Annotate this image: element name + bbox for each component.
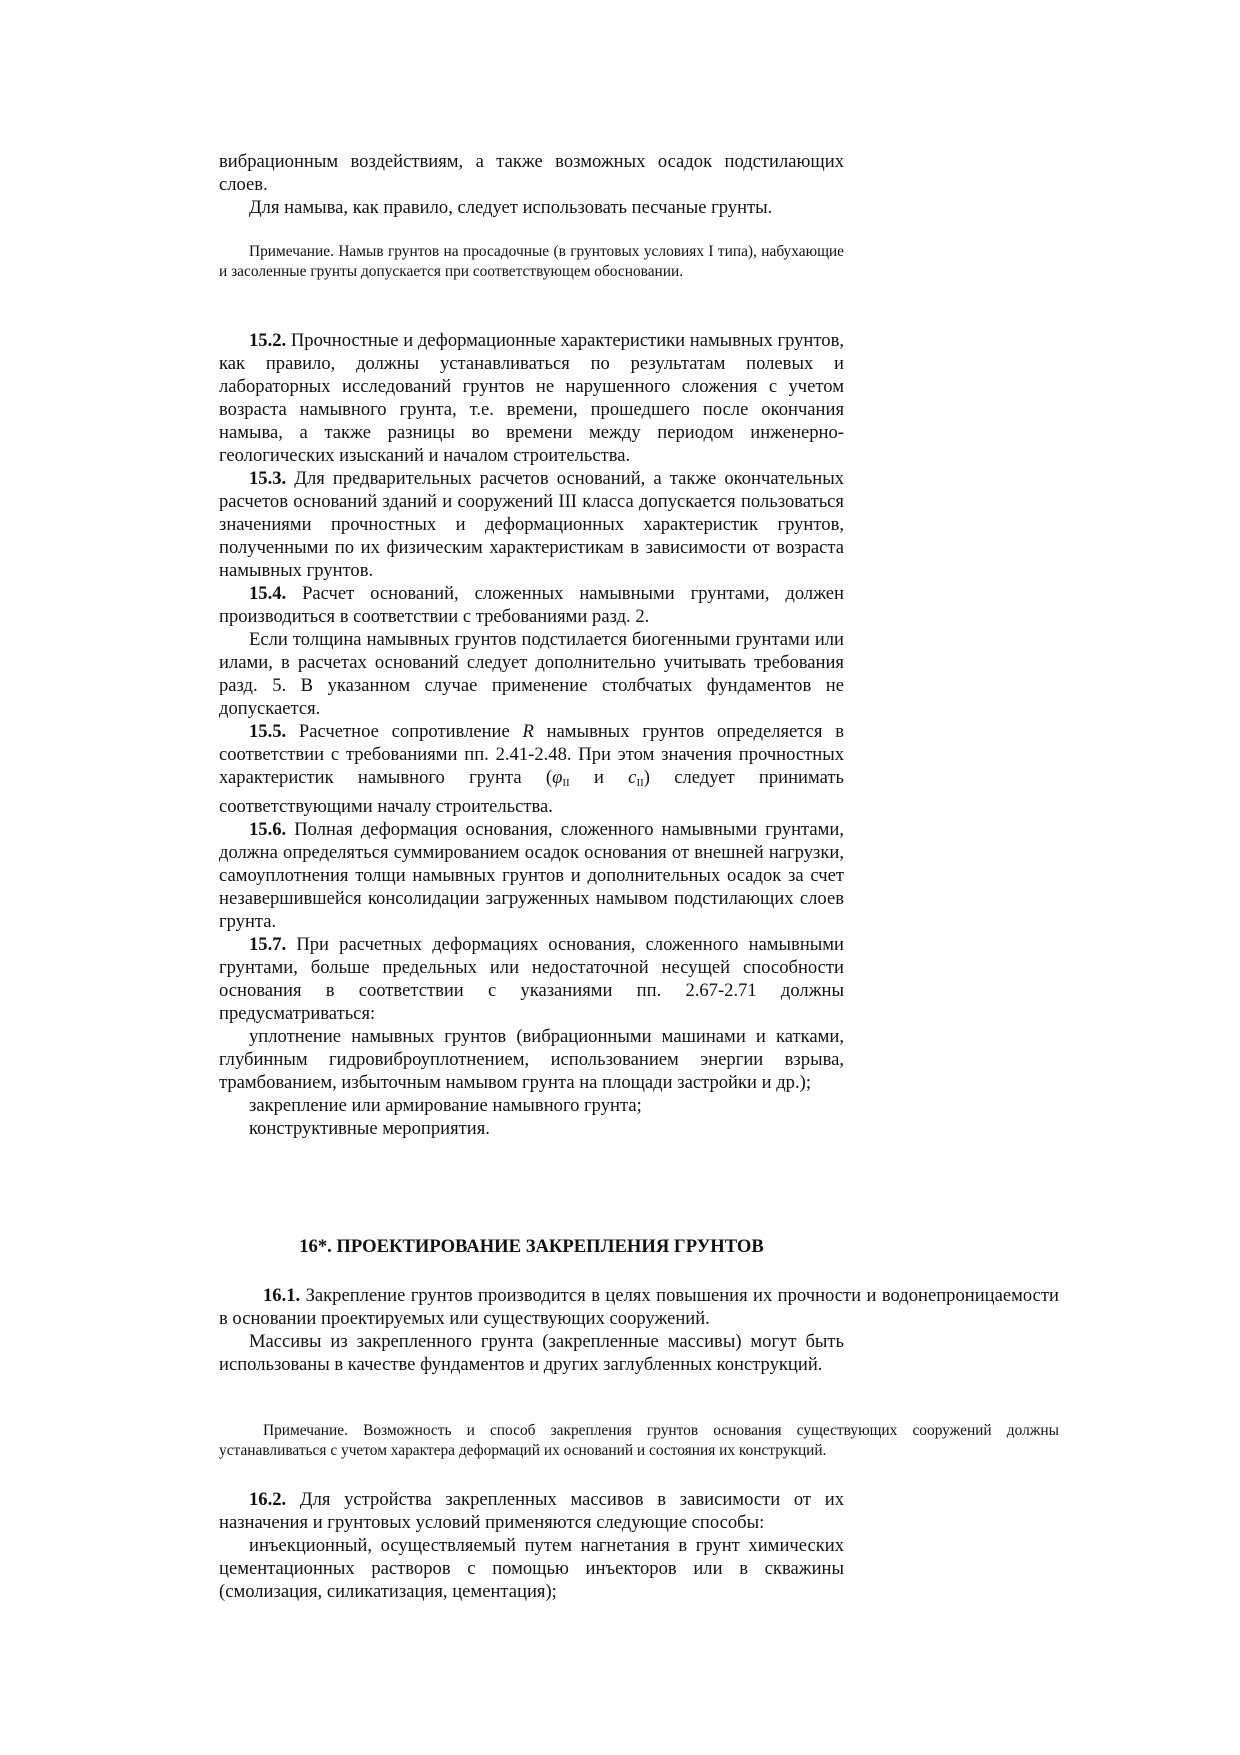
paragraph-16-1 — [219, 1284, 1059, 1330]
text-15-5-a: Расчетное сопротивление — [286, 721, 523, 742]
paragraph-16-2-injection: инъекционный, осуществляемый путем нагнетания в грунт химических цементационных растворов с помощью инъекторов или в скважины (смолизация, силикатизация, цементация); — [219, 1535, 844, 1602]
section-number-15-7: 15.7. — [249, 934, 287, 955]
text-15-6: Полная деформация основания, сложенного намывными грунтами, должна определяться суммированием осадок основания от внешней нагрузки, самоуплотнения толщи намывных грунтов и дополнительных осадок за счет незавершившейся консолидации загруженных намывом подстилающих слоев грунта. — [219, 819, 844, 932]
list-item-fixing: закрепление или армирование намывного грунта; — [249, 1095, 642, 1116]
paragraph-15-4 — [219, 582, 844, 628]
section-number-15-4: 15.4. — [249, 583, 287, 604]
text-block-top — [219, 150, 844, 219]
text-16-1: Закрепление грунтов производится в целях повышения их прочности и водонепроницаемости в основании проектируемых или существующих сооружений. — [219, 1285, 1059, 1329]
section-15-block — [219, 329, 844, 1140]
symbol-r: R — [522, 721, 534, 742]
section-16-1-cont-block — [219, 1330, 844, 1376]
section-number-16-2: 16.2. — [249, 1489, 287, 1510]
section-number-15-6: 15.6. — [249, 819, 287, 840]
list-item-design: конструктивные мероприятия. — [249, 1118, 490, 1139]
section-number-15-2: 15.2. — [249, 330, 287, 351]
subscript-phi: II — [562, 777, 570, 789]
paragraph-16-2 — [219, 1488, 844, 1534]
section-16-1-block — [219, 1284, 1059, 1330]
paragraph-15-6 — [219, 818, 844, 933]
text-15-5-and: и — [569, 767, 629, 788]
subscript-c: II — [636, 777, 644, 789]
paragraph-15-3 — [219, 467, 844, 582]
section-number-16-1: 16.1. — [263, 1285, 301, 1306]
paragraph-15-5 — [219, 720, 844, 818]
section-heading-16: 16*. ПРОЕКТИРОВАНИЕ ЗАКРЕПЛЕНИЯ ГРУНТОВ — [299, 1236, 764, 1257]
section-number-15-5: 15.5. — [249, 721, 287, 742]
paragraph-15-2 — [219, 329, 844, 467]
symbol-c: c — [628, 767, 637, 788]
paragraph-continuation: вибрационным воздействиям, а также возможных осадок подстилающих слоев. — [219, 151, 844, 195]
paragraph-15-7 — [219, 933, 844, 1025]
text-16-2: Для устройства закрепленных массивов в зависимости от их назначения и грунтовых условий применяются следующие способы: — [219, 1489, 844, 1533]
note-1: Примечание. Намыв грунтов на просадочные (в грунтовых условиях I типа), набухающие и засоленные грунты допускается при соответствующем обосновании. — [219, 243, 844, 280]
paragraph-16-1-massifs: Массивы из закрепленного грунта (закрепленные массивы) могут быть использованы в качестве фундаментов и других заглубленных конструкций. — [219, 1331, 844, 1375]
section-number-15-3: 15.3. — [249, 468, 287, 489]
list-item-compaction: уплотнение намывных грунтов (вибрационными машинами и катками, глубинным гидровиброуплотнением, использованием энергии взрыва, трамбованием, избыточным намывом грунта на площади застройки и др.); — [219, 1026, 844, 1093]
text-15-7: При расчетных деформациях основания, сложенного намывными грунтами, больше предельных или недостаточной несущей способности основания в соответствии с указаниями пп. 2.67-2.71 должны предусматриваться: — [219, 934, 844, 1024]
text-15-3: Для предварительных расчетов оснований, а также окончательных расчетов оснований зданий и сооружений III класса допускается пользоваться значениями прочностных и деформационных характеристик грунтов, полученными по их физическим характеристикам в зависимости от возраста намывных грунтов. — [219, 468, 844, 581]
paragraph-sand: Для намыва, как правило, следует использовать песчаные грунты. — [249, 197, 773, 218]
note-block-2 — [219, 1421, 1059, 1461]
text-15-5-c: ) следует принимать соответствующими началу строительства. — [219, 767, 845, 817]
section-16-2-block — [219, 1488, 844, 1603]
text-15-5-b: намывных грунтов определяется в соответствии с требованиями пп. 2.41-2.48. При этом значения прочностных характеристик намывного грунта ( — [219, 721, 844, 788]
section-16-heading-block — [219, 1235, 844, 1258]
text-15-4: Расчет оснований, сложенных намывными грунтами, должен производиться в соответствии с требованиями разд. 2. — [219, 583, 844, 627]
note-block-1 — [219, 242, 844, 282]
note-2: Примечание. Возможность и способ закрепления грунтов основания существующих сооружений должны устанавливаться с учетом характера деформаций их оснований и состояния их конструкций. — [219, 1422, 1059, 1459]
symbol-phi: φ — [552, 767, 563, 788]
paragraph-15-4-biogenic: Если толщина намывных грунтов подстилается биогенными грунтами или илами, в расчетах оснований следует дополнительно учитывать требования разд. 5. В указанном случае применение столбчатых фундаментов не допускается. — [219, 629, 844, 719]
text-15-2: Прочностные и деформационные характеристики намывных грунтов, как правило, должны устанавливаться по результатам полевых и лабораторных исследований грунтов не нарушенного сложения с учетом возраста намывного грунта, т.е. времени, прошедшего после окончания намыва, а также разницы во времени между периодом инженерно-геологических изысканий и началом строительства. — [219, 330, 844, 466]
